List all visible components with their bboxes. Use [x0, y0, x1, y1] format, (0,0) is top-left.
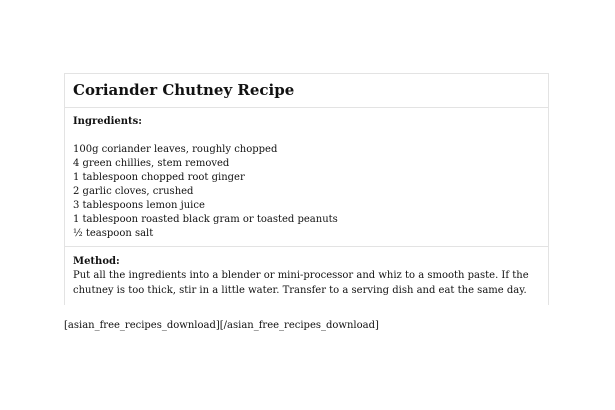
method-text: Put all the ingredients into a blender or mini-processor and whiz to a smooth paste. If the chutney is too thick, stir in a little water. Transfer to a serving dish and eat the same day.: [73, 270, 529, 296]
method-section: [65, 247, 548, 298]
recipe-card: [64, 73, 549, 305]
ingredient-item: 100g coriander leaves, roughly chopped: [73, 144, 278, 155]
ingredient-item: 2 garlic cloves, crushed: [73, 186, 194, 197]
recipe-title-row: [65, 74, 548, 108]
ingredient-list: [73, 143, 540, 241]
ingredient-item: 1 tablespoon chopped root ginger: [73, 172, 245, 183]
ingredients-heading: Ingredients:: [73, 116, 142, 127]
method-heading: Method:: [73, 256, 120, 267]
download-shortcode: [asian_free_recipes_download][/asian_free_recipes_download]: [64, 320, 379, 331]
recipe-title: Coriander Chutney Recipe: [73, 81, 295, 99]
ingredient-item: 4 green chillies, stem removed: [73, 158, 230, 169]
ingredient-item: 3 tablespoons lemon juice: [73, 200, 205, 211]
ingredients-section: [65, 108, 548, 247]
ingredient-item: ½ teaspoon salt: [73, 228, 154, 239]
ingredient-item: 1 tablespoon roasted black gram or toasted peanuts: [73, 214, 338, 225]
